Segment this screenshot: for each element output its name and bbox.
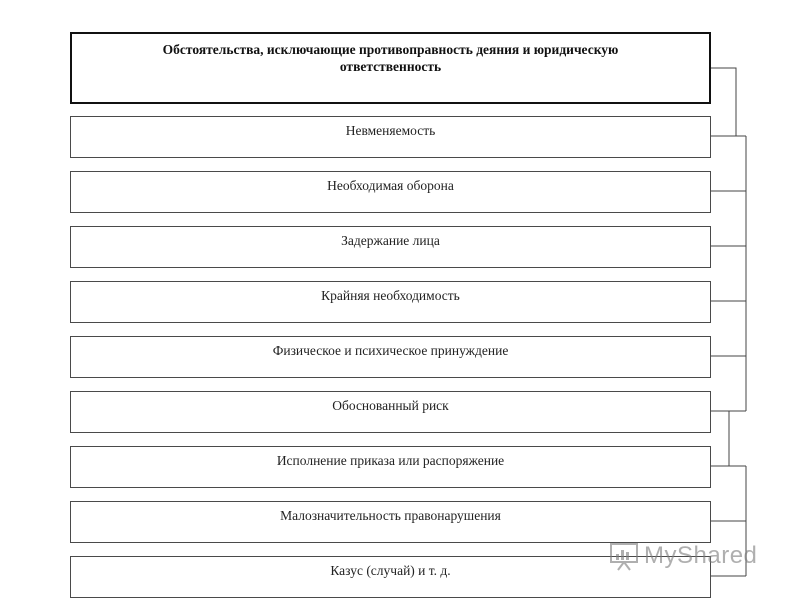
watermark-logo bbox=[608, 536, 768, 576]
header-box bbox=[70, 32, 711, 104]
item-label: Казус (случай) и т. д. bbox=[330, 563, 451, 578]
item-box-nevmenyaemost bbox=[70, 116, 711, 158]
item-box-kraynyaya-neobkhodimost bbox=[70, 281, 711, 323]
item-label: Малозначительность правонарушения bbox=[280, 508, 501, 523]
item-box-neobkhodimaya-oborona bbox=[70, 171, 711, 213]
item-label: Невменяемость bbox=[345, 123, 436, 138]
item-label: Необходимая оборона bbox=[327, 178, 454, 193]
header-text: Обстоятельства, исключающие противоправность деяния и юридическую ответственность bbox=[162, 42, 619, 74]
item-label: Обоснованный риск bbox=[332, 398, 449, 413]
item-box-obosnovanny-risk bbox=[70, 391, 711, 433]
item-label: Крайняя необходимость bbox=[321, 288, 460, 303]
presentation-board-icon bbox=[608, 540, 640, 572]
item-box-ispolnenie-prikaza bbox=[70, 446, 711, 488]
connector-header bbox=[711, 68, 736, 136]
item-box-prinuzhdenie bbox=[70, 336, 711, 378]
item-label: Задержание лица bbox=[341, 233, 440, 248]
item-label: Исполнение приказа или распоряжение bbox=[276, 453, 505, 468]
item-label: Физическое и психическое принуждение bbox=[272, 343, 509, 358]
watermark-text: MyShared bbox=[644, 542, 758, 569]
item-box-zaderzhanie-litsa bbox=[70, 226, 711, 268]
